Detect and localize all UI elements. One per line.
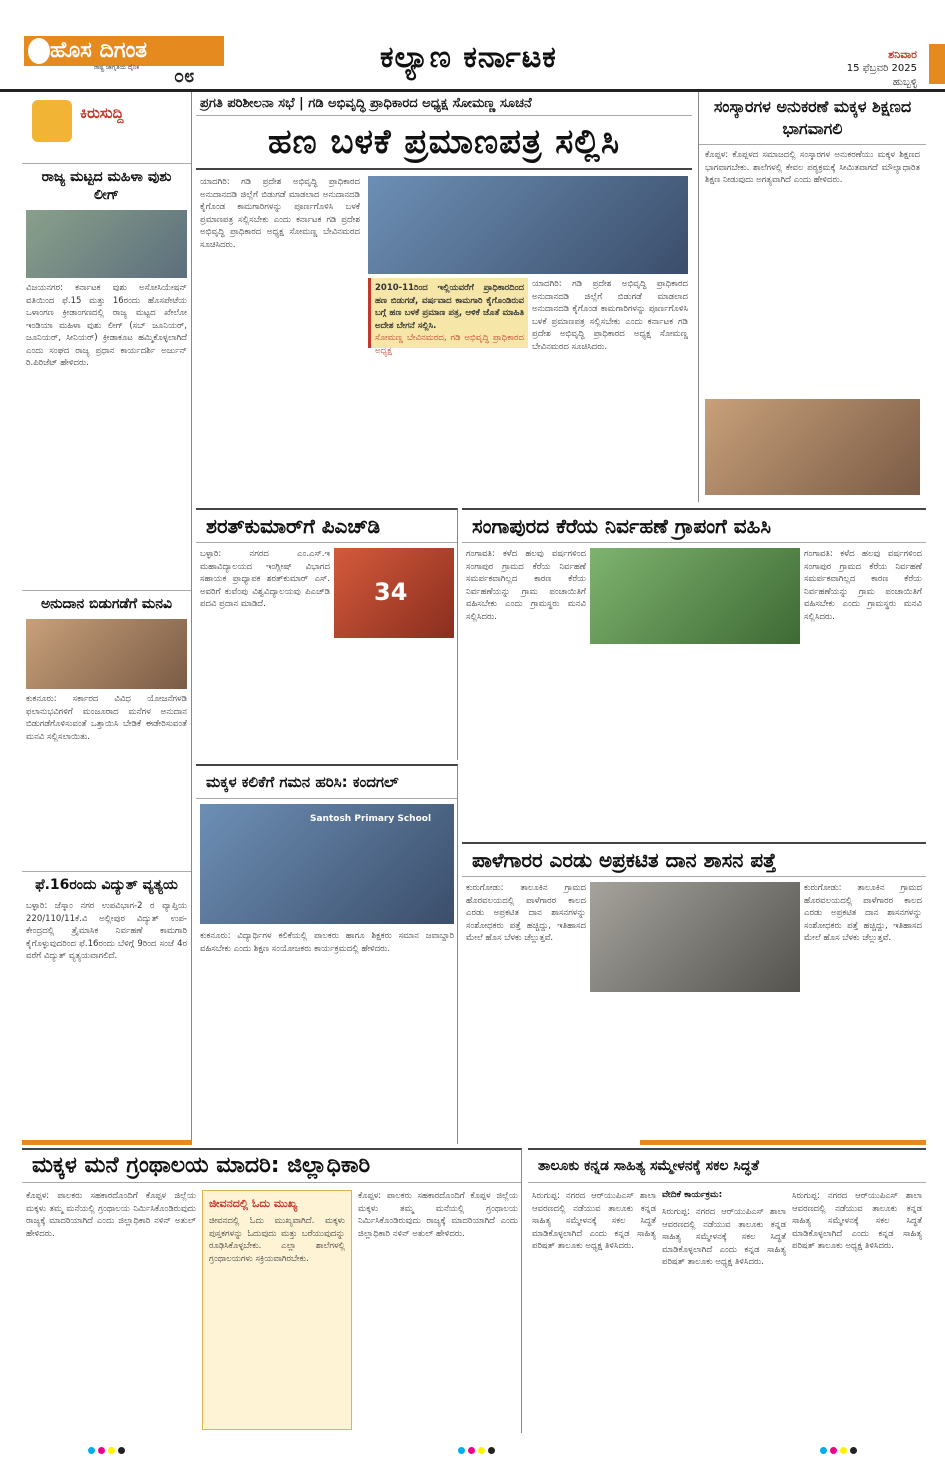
registration-dot [488, 1447, 495, 1454]
inscription-body-cont: ಕುರುಗೋಡು: ತಾಲೂಕಿನ ಗ್ರಾಮದ ಹೊರವಲಯದಲ್ಲಿ ಪಾಳೆಗಾರರ ಕಾಲದ ಎರಡು ಅಪ್ರಕಟಿತ ದಾನ ಶಾಸನಗಳನ್ನು ಸಂಶೋಧಕರು ಪತ್ತೆ ಹಚ್ಚಿದ್ದು, ಇತಿಹಾಸದ ಮೇಲೆ ಹೊಸ ಬೆಳಕು ಚೆಲ್ಲುತ್ತವೆ. [804, 883, 922, 943]
brand-emblem-icon [28, 38, 50, 64]
lead-photo [368, 176, 688, 274]
registration-dot [830, 1447, 837, 1454]
lead-story [196, 92, 692, 502]
print-registration-marks [0, 1438, 945, 1460]
library-headline: ಮಕ್ಕಳ ಮನೆ ಗ್ರಂಥಾಲಯ ಮಾದರಿ: ಜಿಲ್ಲಾಧಿಕಾರಿ [22, 1150, 521, 1183]
brief-photo [26, 210, 187, 278]
briefs-label: ಕಿರುಸುದ್ದಿ [80, 104, 124, 122]
brief-body: ಬಳ್ಳಾರಿ: ಜೆಸ್ಕಾಂ ನಗರ ಉಪವಿಭಾಗ-2 ರ ವ್ಯಾಪ್ತಿಯ 220/110/11ಕೆ.ವಿ ಅಲ್ಲೀಪುರ ವಿದ್ಯುತ್ ಉಪ-ಕೇಂದ್ರದಲ್ಲಿ ತ್ರೈಮಾಸಿಕ ನಿರ್ವಹಣೆ ಕಾಮಗಾರಿ ಕೈಗೊಳ್ಳುವುದರಿಂದ ಫೆ.16ರಂದು ಬೆಳಿಗ್ಗೆ 9ರಿಂದ ಸಂಜೆ 4ರ ವರೆಗೆ ವಿದ್ಯುತ್ ವ್ಯತ್ಯಯವಾಗಲಿದೆ. [26, 901, 187, 961]
brand-logo-block [24, 28, 224, 86]
day-label: ಶನಿವಾರ [888, 48, 917, 61]
inscription-story [462, 842, 926, 1144]
lead-kicker: ಪ್ರಗತಿ ಪರಿಶೀಲನಾ ಸಭೆ | ಗಡಿ ಅಭಿವೃದ್ಧಿ ಪ್ರಾಧಿಕಾರದ ಅಧ್ಯಕ್ಷ ಸೋಮಣ್ಣ ಸೂಚನೆ [196, 92, 692, 116]
lead-headline: ಹಣ ಬಳಕೆ ಪ್ರಮಾಣಪತ್ರ ಸಲ್ಲಿಸಿ [196, 116, 692, 170]
section-divider [640, 1140, 926, 1145]
registration-dot [478, 1447, 485, 1454]
brief-photo [26, 619, 187, 689]
lake-photo [590, 548, 800, 644]
brief-title: ಫೆ.16ರಂದು ವಿದ್ಯುತ್ ವ್ಯತ್ಯಯ [35, 877, 178, 893]
section-title: ಕಲ್ಯಾಣ ಕರ್ನಾಟಕ [380, 40, 557, 75]
lake-body: ಗಂಗಾವತಿ: ಕಳೆದ ಹಲವು ವರ್ಷಗಳಿಂದ ಸಂಗಾಪುರ ಗ್ರಾಮದ ಕೆರೆಯ ನಿರ್ವಹಣೆ ಸಮರ್ಪಕವಾಗಿಲ್ಲದ ಕಾರಣ ಕೆರೆಯ ನಿರ್ವಹಣೆಯನ್ನು ಗ್ರಾಮ ಪಂಚಾಯಿತಿಗೆ ವಹಿಸಬೇಕು ಎಂದು ಗ್ರಾಮಸ್ಥರು ಮನವಿ ಸಲ್ಲಿಸಿದರು. [466, 549, 586, 622]
phd-body: ಬಳ್ಳಾರಿ: ನಗರದ ಎಂ.ಎಸ್.ಇ ಮಹಾವಿದ್ಯಾಲಯದ ಇಂಗ್ಲೀಷ್ ವಿಭಾಗದ ಸಹಾಯಕ ಪ್ರಾಧ್ಯಾಪಕ ಶರತ್‌ಕುಮಾರ್ ಎಸ್. ಅವರಿಗೆ ಕುವೆಂಪು ವಿಶ್ವವಿದ್ಯಾಲಯವು ಪಿಎಚ್‌ಡಿ ಪದವಿ ಪ್ರದಾನ ಮಾಡಿದೆ. [200, 549, 330, 609]
education-photo [200, 804, 454, 924]
registration-dot [468, 1447, 475, 1454]
registration-dot [820, 1447, 827, 1454]
sahitya-body-cont2: ಸಿರುಗುಪ್ಪ: ನಗರದ ಆರ್‌ಯುಪಿಎಸ್ ಶಾಲಾ ಆವರಣದಲ್ಲಿ ನಡೆಯುವ ತಾಲೂಕು ಕನ್ನಡ ಸಾಹಿತ್ಯ ಸಮ್ಮೇಳನಕ್ಕೆ ಸಕಲ ಸಿದ್ಧತೆ ಮಾಡಿಕೊಳ್ಳಲಾಗಿದೆ ಎಂದು ಕನ್ನಡ ಸಾಹಿತ್ಯ ಪರಿಷತ್ ತಾಲೂಕು ಅಧ್ಯಕ್ಷ ತಿಳಿಸಿದರು. [792, 1191, 922, 1251]
section-divider [22, 1140, 192, 1145]
pointing-hand-icon [32, 100, 72, 142]
registration-dot [458, 1447, 465, 1454]
page-number: ೦೮ [174, 66, 195, 87]
library-body-cont: ಕೊಪ್ಪಳ: ಪಾಲಕರು ಸಹಕಾರದೊಂದಿಗೆ ಕೊಪ್ಪಳ ಜಿಲ್ಲೆಯ ಮಕ್ಕಳು ತಮ್ಮ ಮನೆಯಲ್ಲಿ ಗ್ರಂಥಾಲಯ ನಿರ್ಮಿಸಿಕೊಂಡಿರುವುದು ರಾಜ್ಯಕ್ಕೆ ಮಾದರಿಯಾಗಿದೆ ಎಂದು ಜಿಲ್ಲಾಧಿಕಾರಿ ನಳಿನ್ ಅತುಲ್ ಹೇಳಿದರು. [358, 1191, 518, 1239]
culture-photo [705, 399, 920, 495]
library-quote [202, 1190, 352, 1430]
sahitya-body: ಸಿರುಗುಪ್ಪ: ನಗರದ ಆರ್‌ಯುಪಿಎಸ್ ಶಾಲಾ ಆವರಣದಲ್ಲಿ ನಡೆಯುವ ತಾಲೂಕು ಕನ್ನಡ ಸಾಹಿತ್ಯ ಸಮ್ಮೇಳನಕ್ಕೆ ಸಕಲ ಸಿದ್ಧತೆ ಮಾಡಿಕೊಳ್ಳಲಾಗಿದೆ ಎಂದು ಕನ್ನಡ ಸಾಹಿತ್ಯ ಪರಿಷತ್ ತಾಲೂಕು ಅಧ್ಯಕ್ಷ ತಿಳಿಸಿದರು. [532, 1191, 656, 1251]
lead-body-cont: ಯಾದಗಿರಿ: ಗಡಿ ಪ್ರದೇಶ ಅಭಿವೃದ್ಧಿ ಪ್ರಾಧಿಕಾರದ ಅನುದಾನದಡಿ ಜಿಲ್ಲೆಗೆ ಬಿಡುಗಡೆ ಮಾಡಲಾದ ಅನುದಾನದಡಿ ಕೈಗೊಂಡ ಕಾಮಗಾರಿಗಳನ್ನು ಪೂರ್ಣಗೊಳಿಸಿ ಬಳಕೆ ಪ್ರಮಾಣಪತ್ರ ಸಲ್ಲಿಸಬೇಕು ಎಂದು ಕರ್ನಾಟಕ ಗಡಿ ಪ್ರದೇಶ ಅಭಿವೃದ್ಧಿ ಪ್ರಾಧಿಕಾರದ ಅಧ್ಯಕ್ಷ ಸೋಮಣ್ಣ ಬೇವಿನಮರದ ಸೂಚಿಸಿದರು. [532, 279, 688, 352]
lake-story [462, 508, 926, 838]
phd-headline: ಶರತ್‌ಕುಮಾರ್‌ಗೆ ಪಿಎಚ್‌ಡಿ [196, 510, 457, 543]
registration-dot [88, 1447, 95, 1454]
brand-tagline: ರಾಷ್ಟ್ರ ಜಾಗೃತಿಯ ದೈನಿಕ [94, 64, 140, 71]
phd-badge: 34 [374, 578, 408, 606]
quote-body: ಜೀವನದಲ್ಲಿ ಓದು ಮುಖ್ಯವಾಗಿದೆ. ಮಕ್ಕಳು ಪುಸ್ತಕಗಳನ್ನು ಓದುವುದು ಮತ್ತು ಬರೆಯುವುದನ್ನು ರೂಢಿಸಿಕೊಳ್ಳಬೇಕು. ಎಲ್ಲಾ ಶಾಲೆಗಳಲ್ಲಿ ಗ್ರಂಥಾಲಯಗಳು ಸಕ್ರಿಯವಾಗಿರಬೇಕು. [209, 1216, 345, 1264]
culture-story [698, 92, 926, 502]
lake-headline: ಸಂಗಾಪುರದ ಕೆರೆಯ ನಿರ್ವಹಣೆ ಗ್ರಾಪಂಗೆ ವಹಿಸಿ [462, 510, 926, 543]
masthead [0, 0, 945, 92]
registration-dot [840, 1447, 847, 1454]
masthead-accent [929, 44, 945, 84]
brand-name: ಹೊಸ ದಿಗಂತ [50, 38, 148, 63]
education-headline: ಮಕ್ಕಳ ಕಲಿಕೆಗೆ ಗಮನ ಹರಿಸಿ: ಕಂದಗಲ್ [196, 766, 457, 799]
sahitya-subhead: ವೇದಿಕೆ ಕಾರ್ಯಕ್ರಮ: [662, 1190, 723, 1200]
sahitya-story [528, 1148, 926, 1433]
registration-dot [118, 1447, 125, 1454]
education-banner: Santosh Primary School [310, 814, 432, 824]
registration-dot [850, 1447, 857, 1454]
date-label: 15 ಫೆಬ್ರವರಿ 2025 [846, 63, 917, 74]
brief-body: ವಿಜಯನಗರ: ಕರ್ನಾಟಕ ವುಶು ಅಸೋಸಿಯೇಷನ್ ವತಿಯಿಂದ ಫೆ.15 ಮತ್ತು 16ರಂದು ಹೊಸಪೇಟೆಯ ಒಳಾಂಗಣ ಕ್ರೀಡಾಂಗಣದಲ್ಲಿ ರಾಜ್ಯ ಮಟ್ಟದ ಖೇಲೋ ಇಂಡಿಯಾ ಮಹಿಳಾ ವುಶು ಲೀಗ್ (ಸಬ್ ಜೂನಿಯರ್, ಜೂನಿಯರ್, ಸೀನಿಯರ್) ಕ್ರೀಡಾಕೂಟ ಹಮ್ಮಿಕೊಳ್ಳಲಾಗಿದೆ ಎಂದು ಸಂಘದ ರಾಜ್ಯ ಪ್ರಧಾನ ಕಾರ್ಯದರ್ಶಿ ಅರ್ಜುನ್ ರಿ.ಪಿರಿಜೆಟ್ ಹೇಳಿದರು. [26, 283, 187, 368]
briefs-header [22, 92, 191, 164]
phd-photo [334, 548, 454, 638]
library-body: ಕೊಪ್ಪಳ: ಪಾಲಕರು ಸಹಕಾರದೊಂದಿಗೆ ಕೊಪ್ಪಳ ಜಿಲ್ಲೆಯ ಮಕ್ಕಳು ತಮ್ಮ ಮನೆಯಲ್ಲಿ ಗ್ರಂಥಾಲಯ ನಿರ್ಮಿಸಿಕೊಂಡಿರುವುದು ರಾಜ್ಯಕ್ಕೆ ಮಾದರಿಯಾಗಿದೆ ಎಂದು ಜಿಲ್ಲಾಧಿಕಾರಿ ನಳಿನ್ ಅತುಲ್ ಹೇಳಿದರು. [26, 1191, 196, 1239]
inscription-photo [590, 882, 800, 992]
briefs-column [22, 92, 192, 1142]
quote-title: ಜೀವನದಲ್ಲಿ ಓದು ಮುಖ್ಯ [209, 1197, 298, 1210]
education-body: ಕುಕನೂರು: ವಿದ್ಯಾರ್ಥಿಗಳ ಕಲಿಕೆಯಲ್ಲಿ ಪಾಲಕರು ಹಾಗೂ ಶಿಕ್ಷಕರು ಸಮಾನ ಜವಾಬ್ದಾರಿ ವಹಿಸಬೇಕು ಎಂದು ಶಿಕ್ಷಣ ಸಂಯೋಜಕರು ಕಾರ್ಯಕ್ರಮದಲ್ಲಿ ಹೇಳಿದರು. [200, 931, 454, 954]
sahitya-body-cont: ಸಿರುಗುಪ್ಪ: ನಗರದ ಆರ್‌ಯುಪಿಎಸ್ ಶಾಲಾ ಆವರಣದಲ್ಲಿ ನಡೆಯುವ ತಾಲೂಕು ಕನ್ನಡ ಸಾಹಿತ್ಯ ಸಮ್ಮೇಳನಕ್ಕೆ ಸಕಲ ಸಿದ್ಧತೆ ಮಾಡಿಕೊಳ್ಳಲಾಗಿದೆ ಎಂದು ಕನ್ನಡ ಸಾಹಿತ್ಯ ಪರಿಷತ್ ತಾಲೂಕು ಅಧ್ಯಕ್ಷ ತಿಳಿಸಿದರು. [662, 1207, 786, 1267]
callout-author: ಸೋಮಣ್ಣ ಬೇವಿನಮರದ, ಗಡಿ ಅಭಿವೃದ್ಧಿ ಪ್ರಾಧಿಕಾರದ ಅಧ್ಯಕ್ಷ [375, 333, 524, 356]
inscription-headline: ಪಾಳೆಗಾರರ ಎರಡು ಅಪ್ರಕಟಿತ ದಾನ ಶಾಸನ ಪತ್ತೆ [462, 844, 926, 877]
education-story [196, 764, 458, 1144]
dateline [847, 48, 917, 90]
brief-title: ರಾಜ್ಯ ಮಟ್ಟದ ಮಹಿಳಾ ವುಶು ಲೀಗ್ [41, 169, 172, 203]
lake-body-cont: ಗಂಗಾವತಿ: ಕಳೆದ ಹಲವು ವರ್ಷಗಳಿಂದ ಸಂಗಾಪುರ ಗ್ರಾಮದ ಕೆರೆಯ ನಿರ್ವಹಣೆ ಸಮರ್ಪಕವಾಗಿಲ್ಲದ ಕಾರಣ ಕೆರೆಯ ನಿರ್ವಹಣೆಯನ್ನು ಗ್ರಾಮ ಪಂಚಾಯಿತಿಗೆ ವಹಿಸಬೇಕು ಎಂದು ಗ್ರಾಮಸ್ಥರು ಮನವಿ ಸಲ್ಲಿಸಿದರು. [804, 549, 922, 622]
city-label: ಹುಬ್ಬಳ್ಳಿ [892, 77, 917, 88]
callout-text: 2010-11ರಿಂದ ಇಲ್ಲಿಯವರೆಗೆ ಪ್ರಾಧಿಕಾರದಿಂದ ಹಣ ಬಿಡುಗಡೆ, ವರ್ಷವಾದ ಕಾಮಗಾರಿ ಕೈಗೊಂಡಿರುವ ಬಗ್ಗೆ ಹಣ ಬಳಕೆ ಪ್ರಮಾಣ ಪತ್ರ, ಆಳಿಕೆ ಜೊತೆ ಮಾಹಿತಿ ಅದೇಶ ಬೇಗನೆ ಸಲ್ಲಿಸಿ. [375, 283, 524, 331]
culture-headline: ಸಂಸ್ಕಾರಗಳ ಅನುಕರಣೆ ಮಕ್ಕಳ ಶಿಕ್ಷಣದ ಭಾಗವಾಗಲಿ [699, 92, 926, 145]
inscription-body: ಕುರುಗೋಡು: ತಾಲೂಕಿನ ಗ್ರಾಮದ ಹೊರವಲಯದಲ್ಲಿ ಪಾಳೆಗಾರರ ಕಾಲದ ಎರಡು ಅಪ್ರಕಟಿತ ದಾನ ಶಾಸನಗಳನ್ನು ಸಂಶೋಧಕರು ಪತ್ತೆ ಹಚ್ಚಿದ್ದು, ಇತಿಹಾಸದ ಮೇಲೆ ಹೊಸ ಬೆಳಕು ಚೆಲ್ಲುತ್ತವೆ. [466, 883, 586, 943]
brief-body: ಕುಕನೂರು: ಸರ್ಕಾರದ ವಿವಿಧ ಯೋಜನೆಗಳಡಿ ಫಲಾನುಭವಿಗಳಿಗೆ ಮಂಜೂರಾದ ಮನೆಗಳ ಅನುದಾನ ಬಿಡುಗಡೆಗೊಳಿಸುವಂತೆ ಒತ್ತಾಯಿಸಿ ಬೇಡಿಕೆ ಈಡೇರಿಸುವಂತೆ ಮನವಿ ಸಲ್ಲಿಸಲಾಯಿತು. [26, 694, 187, 742]
phd-story [196, 508, 458, 760]
brief-title: ಅನುದಾನ ಬಿಡುಗಡೆಗೆ ಮನವಿ [40, 596, 173, 612]
lead-callout [368, 278, 528, 356]
sahitya-headline: ತಾಲೂಕು ಕನ್ನಡ ಸಾಹಿತ್ಯ ಸಮ್ಮೇಳನಕ್ಕೆ ಸಕಲ ಸಿದ್ಧತೆ [528, 1150, 926, 1183]
registration-dot [108, 1447, 115, 1454]
library-story [22, 1148, 522, 1433]
lead-body: ಯಾದಗಿರಿ: ಗಡಿ ಪ್ರದೇಶ ಅಭಿವೃದ್ಧಿ ಪ್ರಾಧಿಕಾರದ ಅನುದಾನದಡಿ ಜಿಲ್ಲೆಗೆ ಬಿಡುಗಡೆ ಮಾಡಲಾದ ಅನುದಾನದಡಿ ಕೈಗೊಂಡ ಕಾಮಗಾರಿಗಳನ್ನು ಪೂರ್ಣಗೊಳಿಸಿ ಬಳಕೆ ಪ್ರಮಾಣಪತ್ರ ಸಲ್ಲಿಸಬೇಕು ಎಂದು ಕರ್ನಾಟಕ ಗಡಿ ಪ್ರದೇಶ ಅಭಿವೃದ್ಧಿ ಪ್ರಾಧಿಕಾರದ ಅಧ್ಯಕ್ಷ ಸೋಮಣ್ಣ ಬೇವಿನಮರದ ಸೂಚಿಸಿದರು. [200, 177, 360, 250]
registration-dot [98, 1447, 105, 1454]
culture-body: ಕೊಪ್ಪಳ: ಕೊಪ್ಪಳದ ಸಮಾಜದಲ್ಲಿ ಸಂಸ್ಕಾರಗಳ ಅನುಕರಣೆಯು ಮಕ್ಕಳ ಶಿಕ್ಷಣದ ಭಾಗವಾಗಬೇಕು. ಶಾಲೆಗಳಲ್ಲಿ ಕೇವಲ ಪಠ್ಯಕ್ರಮಕ್ಕೆ ಸೀಮಿತವಾಗದೆ ಮೌಲ್ಯಾಧಾರಿತ ಶಿಕ್ಷಣ ನೀಡುವುದು ಅಗತ್ಯವಾಗಿದೆ ಎಂದು ಹೇಳಿದರು. [705, 150, 920, 185]
